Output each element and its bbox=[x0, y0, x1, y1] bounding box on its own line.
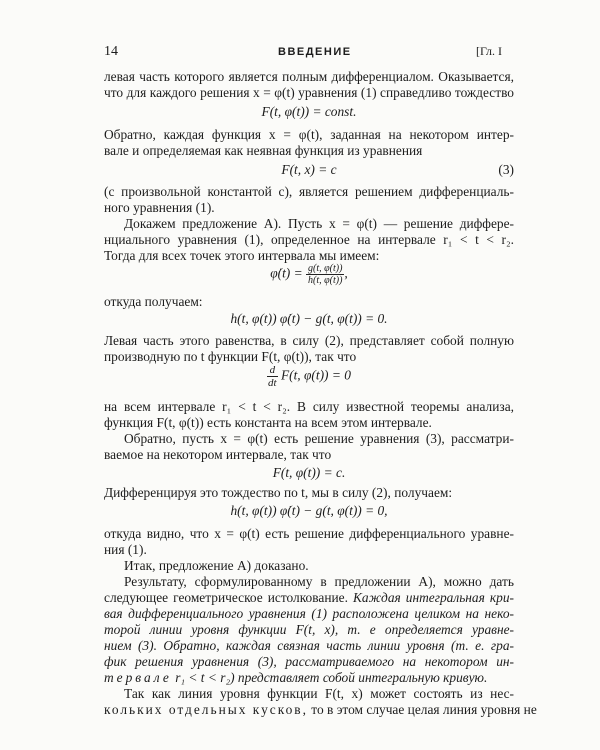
text-line: Обратно, каждая функция x = φ(t), заданная на некотором интер- bbox=[104, 127, 514, 142]
italic-line bbox=[104, 670, 514, 685]
text-line: левая часть которого является полным дифференциалом. Оказывается, bbox=[104, 69, 514, 84]
eq-rest: F(t, φ(t)) = 0 bbox=[280, 367, 351, 383]
equation-fraction bbox=[104, 263, 514, 293]
text-line: Итак, предложение А) доказано. bbox=[124, 558, 309, 573]
eq-lhs: φ̇(t) = bbox=[270, 265, 303, 281]
text-line: что для каждого решения x = φ(t) уравнения (1) справедливо тождество bbox=[104, 85, 514, 100]
running-title: ВВЕДЕНИЕ bbox=[278, 46, 352, 58]
italic-line: фик решения уравнения (3), рассматриваемого на некотором ин- bbox=[104, 654, 514, 669]
equation: F(t, φ(t)) = c. bbox=[272, 465, 346, 480]
equation: F(t, x) = c bbox=[281, 162, 337, 177]
page-number: 14 bbox=[104, 44, 118, 59]
eq-comma: , bbox=[344, 265, 348, 281]
text-span: следующее геометрическое истолкование. bbox=[104, 590, 354, 605]
italic-line: торой линии уровня функции F(t, x), т. е определяется уравне- bbox=[104, 622, 514, 637]
text-line: вале и определяемая как неявная функция из уравнения bbox=[104, 143, 423, 158]
denominator: h(t, φ(t)) bbox=[308, 275, 343, 286]
text-line: производную по t функции F(t, φ(t)), так что bbox=[104, 349, 357, 364]
text-line: нциального уравнения (1), определенное на интервале r₁ < t < r₂. bbox=[104, 232, 514, 247]
text-line: ния (1). bbox=[104, 542, 147, 557]
text-line: Докажем предложение А). Пусть x = φ(t) — решение диффере- bbox=[124, 216, 514, 231]
text-line: ного уравнения (1). bbox=[104, 200, 215, 215]
equation: h(t, φ(t)) φ̇(t) − g(t, φ(t)) = 0. bbox=[230, 311, 388, 326]
equation: F(t, φ(t)) = const. bbox=[261, 104, 357, 119]
italic-span: r₁ < t < r₂) представляет собой интегральную кривую. bbox=[171, 670, 488, 685]
text-span: то в этом случае целая линия уровня не bbox=[307, 702, 537, 717]
chapter-marker: [Гл. I bbox=[476, 44, 503, 58]
equation: h(t, φ(t)) φ̇(t) − g(t, φ(t)) = 0, bbox=[230, 503, 388, 518]
numerator: d bbox=[267, 364, 278, 377]
text-line: Результату, сформулированному в предложении А), можно дать bbox=[124, 574, 514, 589]
derivative-fraction bbox=[267, 364, 278, 389]
text-line: Левая часть этого равенства, в силу (2), представляет собой полную bbox=[104, 333, 514, 348]
text-line: откуда получаем: bbox=[104, 294, 203, 309]
spaced-span: кольких отдельных кусков, bbox=[104, 702, 308, 717]
text-line: (с произвольной константой c), является решением дифференциаль- bbox=[104, 184, 514, 199]
text-line: на всем интервале r₁ < t < r₂. В силу известной теоремы анализа, bbox=[104, 399, 514, 414]
fraction bbox=[306, 263, 344, 286]
text-line: Дифференцируя это тождество по t, мы в силу (2), получаем: bbox=[104, 485, 453, 500]
spaced-span: тервале bbox=[104, 670, 172, 685]
italic-line: вая дифференциального уравнения (1) расположена целиком на неко- bbox=[104, 606, 514, 621]
numerator: g(t, φ(t)) bbox=[308, 263, 343, 274]
text-line: Тогда для всех точек этого интервала мы имеем: bbox=[104, 248, 380, 263]
equation-derivative bbox=[104, 364, 514, 392]
text-line: откуда видно, что x = φ(t) есть решение дифференциального уравне- bbox=[104, 526, 514, 541]
text-line bbox=[104, 590, 514, 605]
text-line: функция F(t, φ(t)) есть константа на всем этом интервале. bbox=[104, 415, 432, 430]
italic-span: Каждая интегральная кри- bbox=[353, 590, 514, 605]
text-line: Обратно, пусть x = φ(t) есть решение уравнения (3), рассматри- bbox=[124, 431, 514, 446]
text-line bbox=[104, 702, 537, 717]
equation-number: (3) bbox=[498, 162, 514, 177]
text-line: ваемое на некотором интервале, так что bbox=[104, 447, 332, 462]
denominator: dt bbox=[268, 377, 277, 389]
italic-line: нием (3). Обратно, каждая связная часть линии уровня (т. е. гра- bbox=[104, 638, 514, 653]
text-line: Так как линия уровня функции F(t, x) может состоять из нес- bbox=[124, 686, 514, 701]
